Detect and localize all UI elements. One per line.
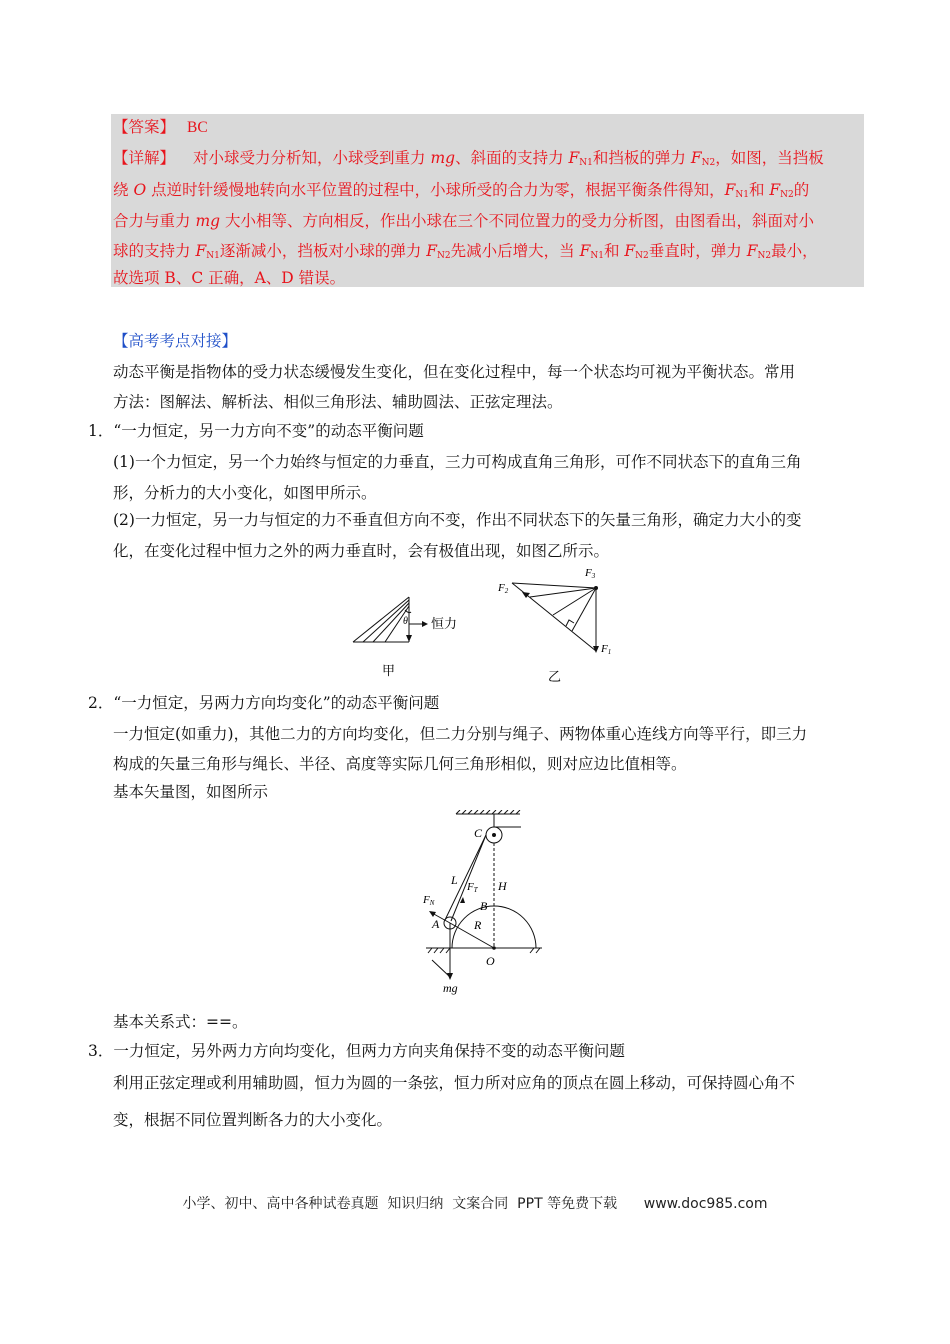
item2-p2: 基本矢量图，如图所示 <box>113 783 269 801</box>
answer-value: BC <box>187 119 208 136</box>
yi-F3-label: F3 <box>585 567 596 580</box>
intro-line-1: 动态平衡是指物体的受力状态缓慢发生变化，但在变化过程中，每一个状态均可视为平衡状态。常用 <box>113 363 796 381</box>
label-C: C <box>474 826 483 840</box>
figure-pulley <box>418 810 548 998</box>
item2-p1a: 一力恒定(如重力)，其他二力的方向均变化，但二力分别与绳子、两物体重心连线方向等平行，即三力 <box>113 725 808 743</box>
figure-jia <box>345 590 475 682</box>
detail-line-5: 故选项 B、C 正确，A、D 错误。 <box>113 269 346 287</box>
yi-F1-label: F1 <box>601 643 612 656</box>
item1-title: 1．“一力恒定，另一力方向不变”的动态平衡问题 <box>88 422 424 440</box>
label-H: H <box>498 879 507 893</box>
intro-line-2: 方法：图解法、解析法、相似三角形法、辅助圆法、正弦定理法。 <box>113 393 563 411</box>
detail-line-2: 绕 O 点逆时针缓慢地转向水平位置的过程中，小球所受的合力为零，根据平衡条件得知，$F_{N1}$和 $F_{N2}$的 <box>113 181 810 200</box>
item3-p1b: 变，根据不同位置判断各力的大小变化。 <box>113 1111 393 1129</box>
label-L: L <box>451 873 458 887</box>
item2-title: 2．“一力恒定，另两力方向均变化”的动态平衡问题 <box>88 694 440 712</box>
detail-line-4: 球的支持力 $F_{N1}$逐渐减小，挡板对小球的弹力 $F_{N2}$先减小后增大，当 $F_{N1}$和 $F_{N2}$垂直时，弹力 $F_{N2}$最小， <box>113 242 818 261</box>
answer-line <box>113 117 208 138</box>
page-footer: 小学、初中、高中各种试卷真题 知识归纳 文案合同 PPT 等免费下载 www.doc985.com <box>182 1196 768 1212</box>
label-FT: FT <box>467 881 478 894</box>
section-heading: 【高考考点对接】 <box>113 332 238 350</box>
item3-title: 3．一力恒定，另外两力方向均变化，但两力方向夹角保持不变的动态平衡问题 <box>88 1042 625 1060</box>
label-FN: FN <box>423 894 435 907</box>
item1-p2b: 化，在变化过程中恒力之外的两力垂直时，会有极值出现，如图乙所示。 <box>113 542 610 560</box>
item1-p1a: (1)一个力恒定，另一个力始终与恒定的力垂直，三力可构成直角三角形，可作不同状态下的直角三角 <box>113 453 802 471</box>
item1-p1b: 形，分析力的大小变化，如图甲所示。 <box>113 484 377 502</box>
label-R: R <box>474 918 482 932</box>
item2-p1b: 构成的矢量三角形与绳长、半径、高度等实际几何三角形相似，则对应边比值相等。 <box>113 755 687 773</box>
relation-line: 基本关系式：==。 <box>113 1013 248 1031</box>
detail-label: 【详解】 <box>113 149 176 167</box>
answer-label: 【答案】 <box>113 118 176 136</box>
item1-p2a: (2)一力恒定，另一力与恒定的力不垂直但方向不变，作出不同状态下的矢量三角形，确定力大小的变 <box>113 511 802 529</box>
yi-caption: 乙 <box>548 670 562 684</box>
figure-yi <box>495 566 625 684</box>
theta-label: θ <box>403 616 408 627</box>
jia-caption: 甲 <box>382 664 396 679</box>
label-B: B <box>480 899 488 913</box>
detail-line-1: 【详解】 对小球受力分析知，小球受到重力 mg、斜面的支持力 $F_{N1}$和挡板的弹力 $F_{N2}$，如图，当挡板 <box>113 149 824 168</box>
item3-p1a: 利用正弦定理或利用辅助圆，恒力为圆的一条弦，恒力所对应角的顶点在圆上移动，可保持圆心角不 <box>113 1074 796 1092</box>
yi-F2-label: F2 <box>498 582 509 595</box>
label-mg: mg <box>443 981 458 995</box>
heng-li-label: 恒力 <box>431 617 458 632</box>
label-O: O <box>486 954 495 968</box>
detail-line-3: 合力与重力 mg 大小相等、方向相反，作出小球在三个不同位置力的受力分析图，由图看出，斜面对小 <box>113 212 814 230</box>
label-A: A <box>432 917 440 931</box>
